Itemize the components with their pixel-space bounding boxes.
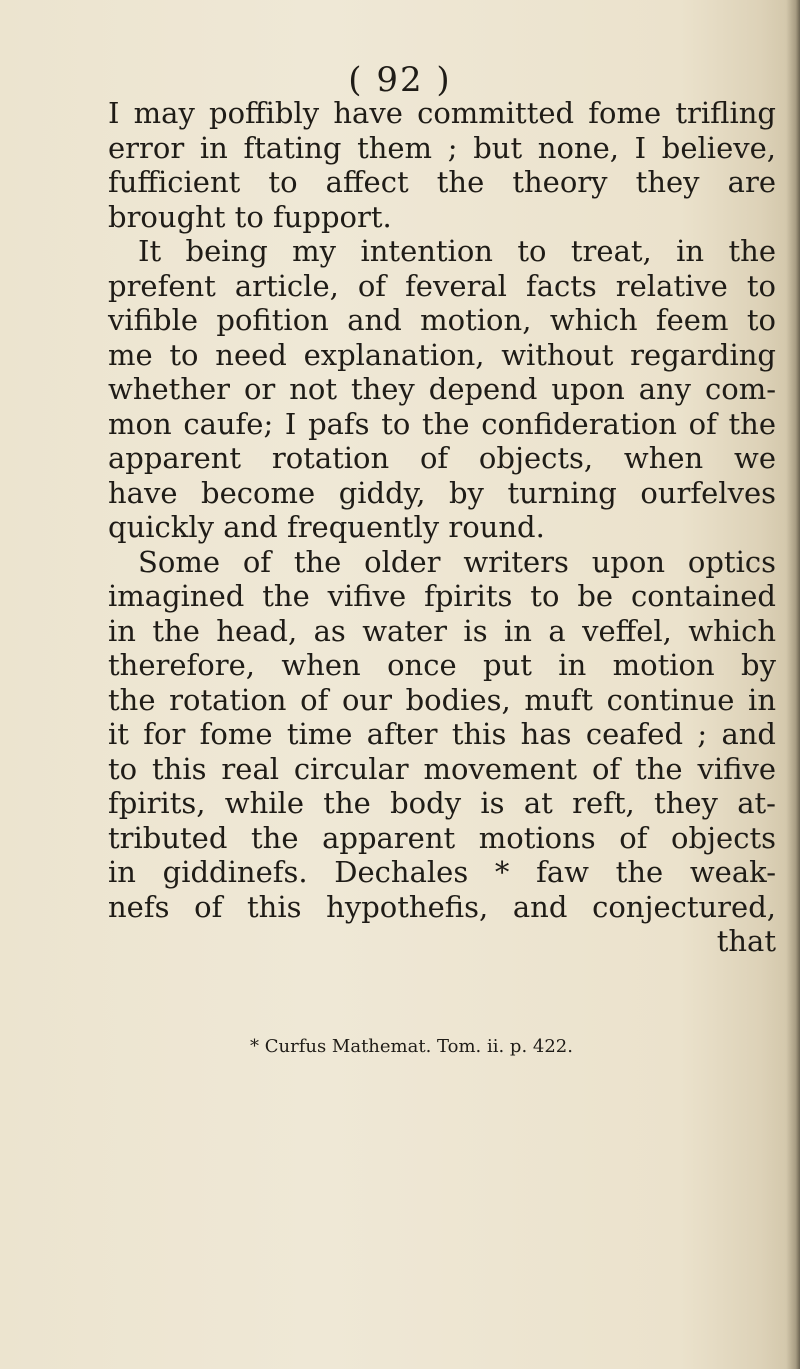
text-line: error in ftating them ; but none, I believe, — [108, 130, 776, 165]
page-number: ( 92 ) — [348, 60, 452, 100]
text-line: me to need explanation, without regarding — [108, 337, 776, 372]
catchword: that — [716, 924, 776, 958]
text-line: vifible pofition and motion, which feem to — [108, 303, 776, 337]
text-line: to this real circular movement of the vifive — [108, 751, 776, 786]
text-line: the rotation of our bodies, muft continue in — [108, 682, 776, 717]
text-line: it for fome time after this has ceafed ; and — [108, 717, 776, 751]
text-line: therefore, when once put in motion by — [108, 648, 776, 682]
text-line: mon caufe; I pafs to the confideration of the — [108, 406, 776, 441]
text-line: prefent article, of feveral facts relative to — [108, 268, 776, 303]
text-line: have become giddy, by turning ourfelves — [108, 475, 776, 510]
text-line: tributed the apparent motions of objects — [108, 820, 776, 855]
text-line: quickly and frequently round. — [108, 510, 545, 544]
text-line: Some of the older writers upon optics — [138, 544, 776, 579]
text-line: I may poffibly have committed fome trifling — [108, 96, 776, 130]
text-line: in giddinefs. Dechales * faw the weak- — [108, 855, 776, 889]
text-line: apparent rotation of objects, when we — [108, 441, 776, 475]
footnote: * Curfus Mathemat. Tom. ii. p. 422. — [250, 1036, 573, 1057]
text-line: in the head, as water is in a veffel, which — [108, 613, 776, 648]
body-text — [108, 96, 776, 959]
text-line: fufficient to affect the theory they are — [108, 165, 776, 199]
page-edge-shadow — [786, 0, 800, 1369]
text-line: It being my intention to treat, in the — [138, 234, 776, 268]
text-line: fpirits, while the body is at reft, they at- — [108, 786, 776, 820]
text-line: imagined the vifive fpirits to be contained — [108, 579, 776, 613]
text-line: whether or not they depend upon any com- — [108, 372, 776, 406]
text-line: nefs of this hypothefis, and conjectured, — [108, 889, 776, 924]
text-line: brought to fupport. — [108, 199, 392, 234]
